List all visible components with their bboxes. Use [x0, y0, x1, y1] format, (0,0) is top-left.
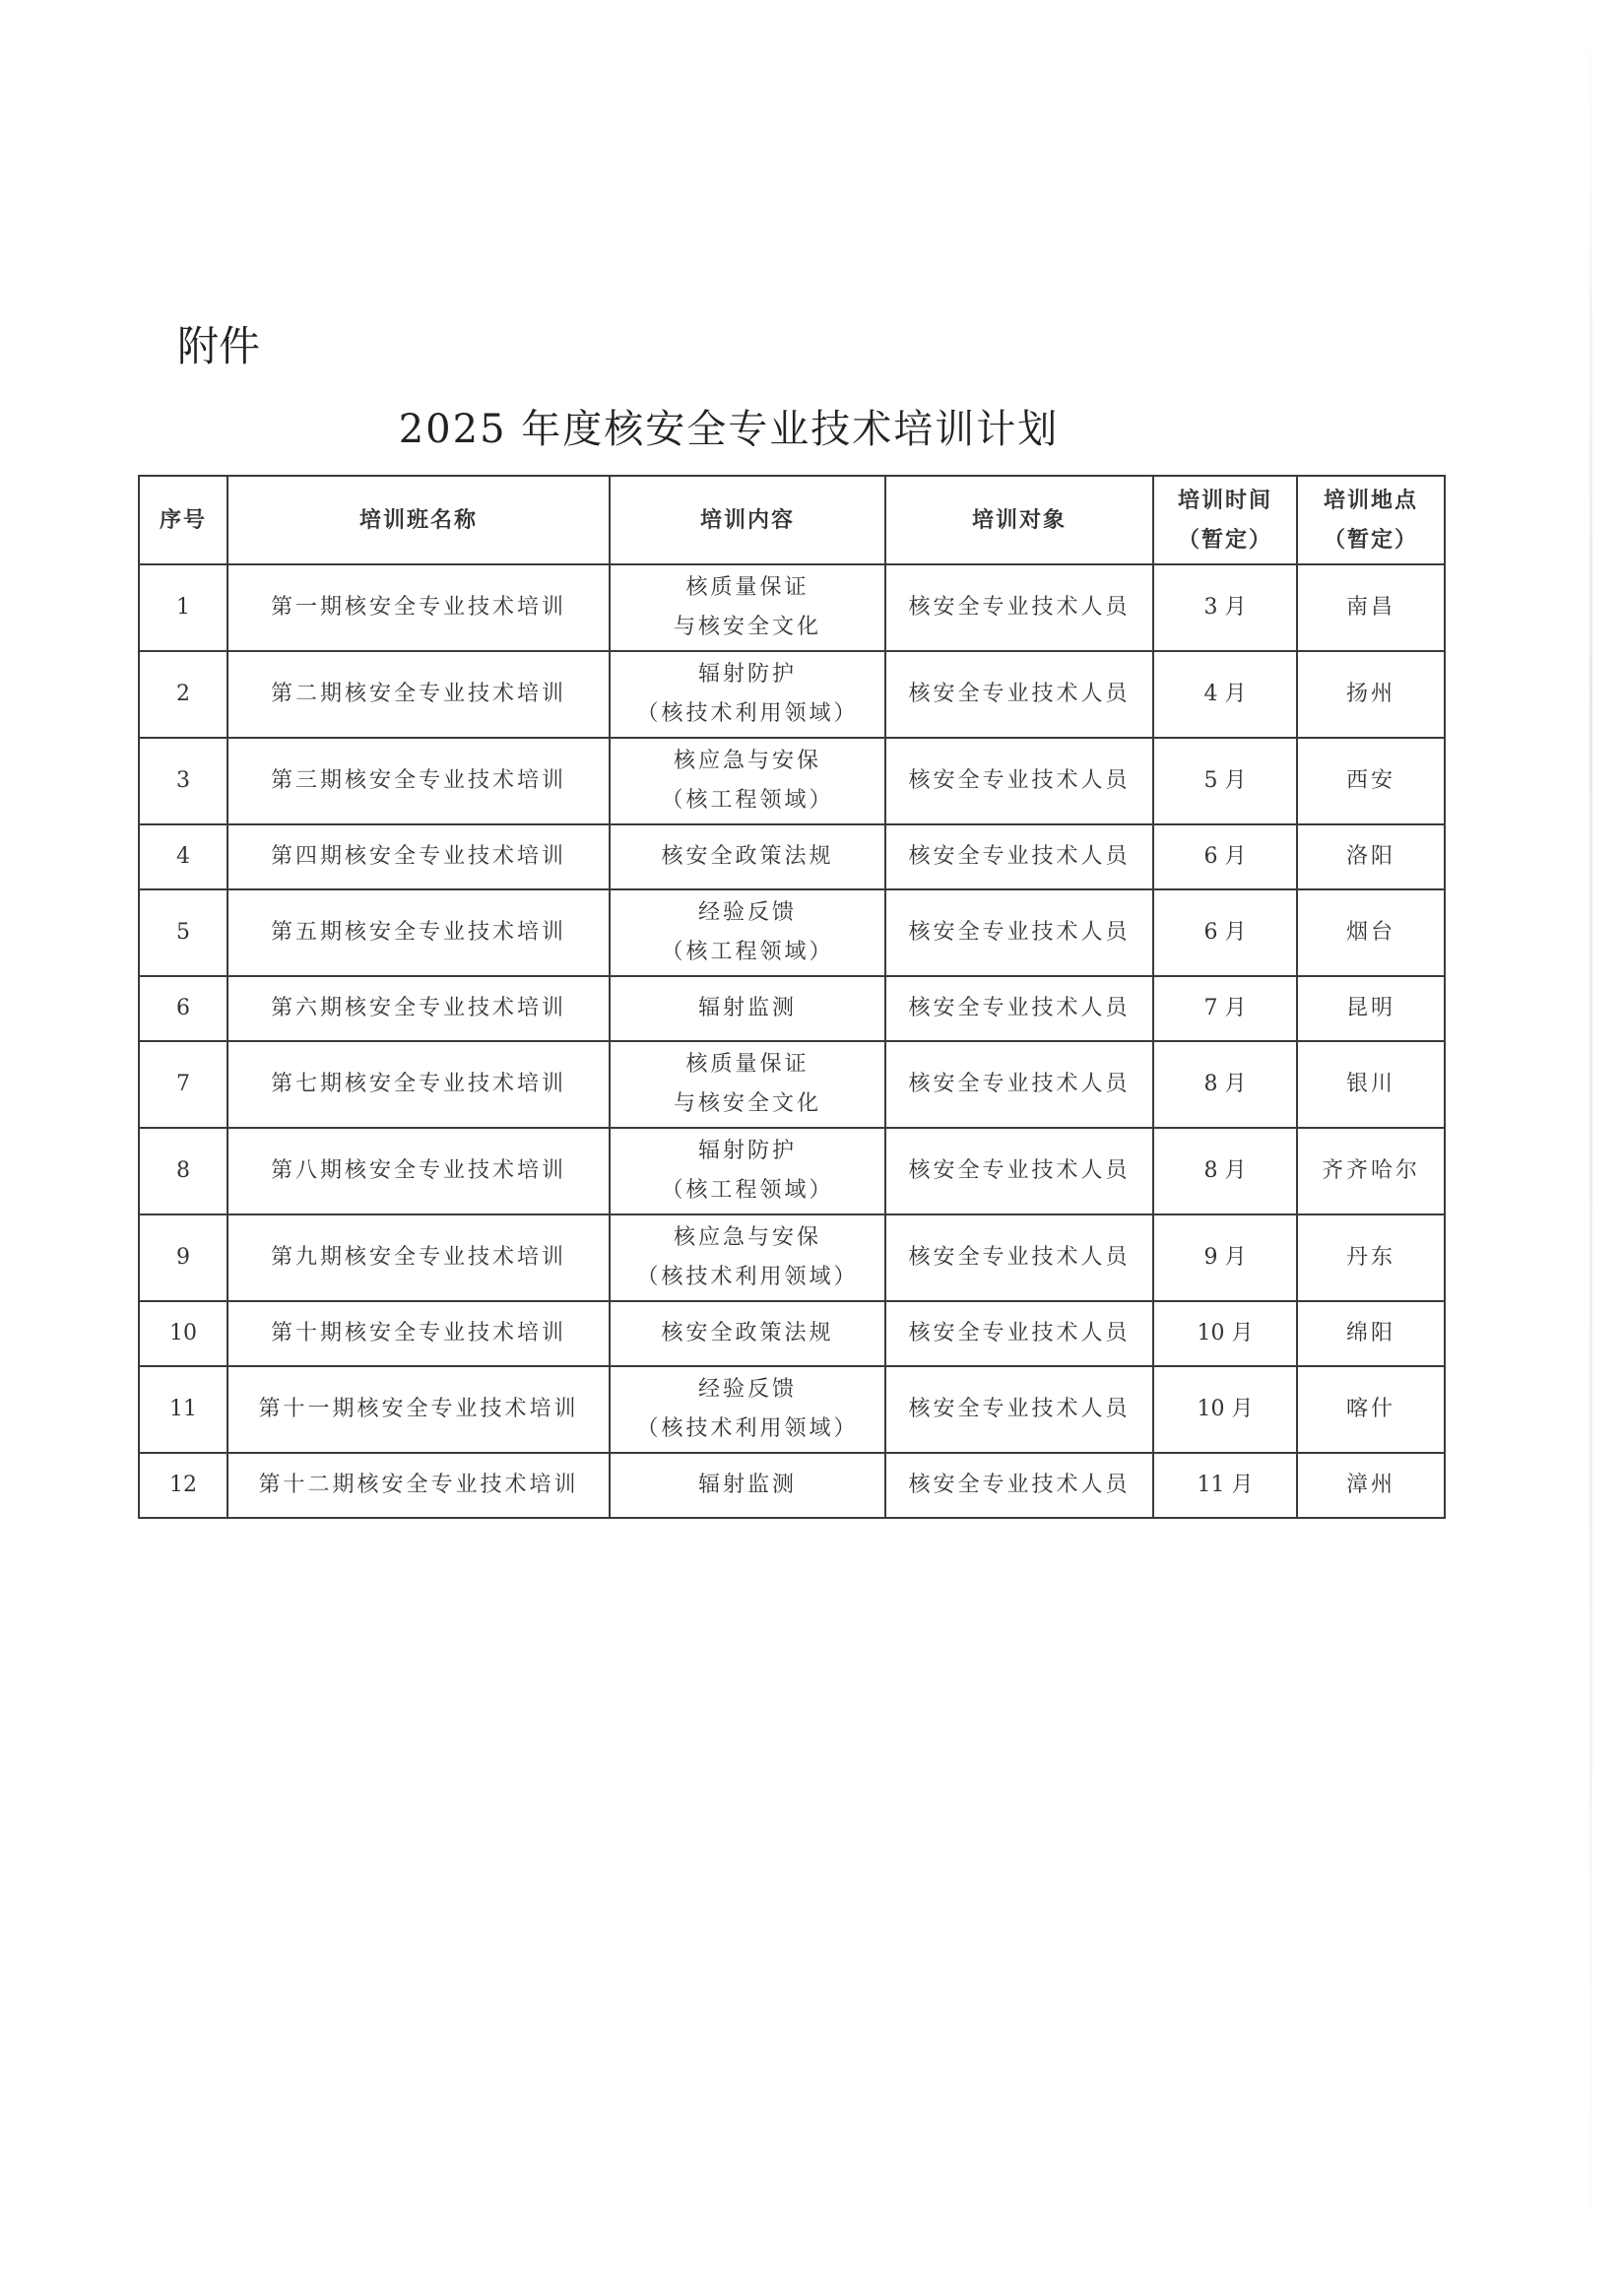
cell-content-line1: 核安全政策法规 — [661, 844, 834, 869]
cell-time: 10 月 — [1153, 1301, 1297, 1366]
cell-time: 10 月 — [1153, 1366, 1297, 1453]
cell-content — [610, 824, 885, 889]
cell-name: 第七期核安全专业技术培训 — [227, 1041, 610, 1128]
cell-place: 漳州 — [1297, 1453, 1445, 1518]
cell-content-line1: 经验反馈 — [697, 900, 797, 925]
cell-target: 核安全专业技术人员 — [885, 564, 1153, 651]
cell-no: 3 — [139, 738, 227, 824]
cell-content-line2: （核技术利用领域） — [636, 1265, 859, 1289]
cell-no: 2 — [139, 651, 227, 738]
cell-no: 1 — [139, 564, 227, 651]
cell-time: 8 月 — [1153, 1041, 1297, 1128]
cell-time: 8 月 — [1153, 1128, 1297, 1214]
header-place-line1: 培训地点 — [1323, 488, 1418, 513]
cell-content-line2: 与核安全文化 — [673, 615, 821, 639]
cell-no: 8 — [139, 1128, 227, 1214]
cell-place: 齐齐哈尔 — [1297, 1128, 1445, 1214]
cell-time: 11 月 — [1153, 1453, 1297, 1518]
header-time-line1: 培训时间 — [1177, 488, 1272, 513]
cell-time: 5 月 — [1153, 738, 1297, 824]
header-time-line2: （暂定） — [1177, 527, 1272, 553]
cell-content — [610, 889, 885, 976]
cell-target: 核安全专业技术人员 — [885, 824, 1153, 889]
cell-target: 核安全专业技术人员 — [885, 976, 1153, 1041]
cell-no: 4 — [139, 824, 227, 889]
header-time — [1153, 476, 1297, 564]
cell-target: 核安全专业技术人员 — [885, 1214, 1153, 1301]
cell-name: 第八期核安全专业技术培训 — [227, 1128, 610, 1214]
training-plan-table — [138, 475, 1446, 1519]
cell-name: 第六期核安全专业技术培训 — [227, 976, 610, 1041]
cell-target: 核安全专业技术人员 — [885, 1041, 1153, 1128]
scan-edge-line — [1589, 0, 1592, 2296]
cell-name: 第九期核安全专业技术培训 — [227, 1214, 610, 1301]
cell-content-line1: 核应急与安保 — [673, 749, 821, 773]
table-row — [139, 824, 1445, 889]
table-row — [139, 1214, 1445, 1301]
cell-content — [610, 1453, 885, 1518]
cell-target: 核安全专业技术人员 — [885, 651, 1153, 738]
cell-name: 第一期核安全专业技术培训 — [227, 564, 610, 651]
cell-target: 核安全专业技术人员 — [885, 1301, 1153, 1366]
cell-content-line2: （核工程领域） — [661, 1178, 834, 1203]
cell-no: 5 — [139, 889, 227, 976]
cell-content — [610, 976, 885, 1041]
cell-content-line1: 辐射防护 — [697, 662, 797, 687]
cell-name: 第十期核安全专业技术培训 — [227, 1301, 610, 1366]
cell-name: 第十二期核安全专业技术培训 — [227, 1453, 610, 1518]
cell-place: 西安 — [1297, 738, 1445, 824]
cell-content-line1: 核质量保证 — [685, 575, 810, 600]
cell-target: 核安全专业技术人员 — [885, 1128, 1153, 1214]
cell-no: 7 — [139, 1041, 227, 1128]
header-no: 序号 — [139, 476, 227, 564]
cell-content — [610, 738, 885, 824]
cell-content-line1: 辐射防护 — [697, 1139, 797, 1163]
cell-name: 第四期核安全专业技术培训 — [227, 824, 610, 889]
table-row — [139, 651, 1445, 738]
table-row — [139, 738, 1445, 824]
cell-content-line2: （核技术利用领域） — [636, 701, 859, 726]
table-row — [139, 976, 1445, 1041]
attachment-label: 附件 — [177, 322, 261, 370]
cell-target: 核安全专业技术人员 — [885, 1366, 1153, 1453]
header-place — [1297, 476, 1445, 564]
cell-content — [610, 1041, 885, 1128]
cell-content-line2: （核工程领域） — [661, 788, 834, 813]
cell-place: 银川 — [1297, 1041, 1445, 1128]
cell-no: 10 — [139, 1301, 227, 1366]
table-row — [139, 1301, 1445, 1366]
table-row — [139, 889, 1445, 976]
cell-content-line2: 与核安全文化 — [673, 1091, 821, 1116]
header-content: 培训内容 — [610, 476, 885, 564]
cell-place: 扬州 — [1297, 651, 1445, 738]
cell-place: 南昌 — [1297, 564, 1445, 651]
cell-place: 洛阳 — [1297, 824, 1445, 889]
table-row — [139, 1453, 1445, 1518]
table-body — [139, 564, 1445, 1518]
header-target: 培训对象 — [885, 476, 1153, 564]
table-row — [139, 1041, 1445, 1128]
cell-place: 绵阳 — [1297, 1301, 1445, 1366]
table-row — [139, 1366, 1445, 1453]
cell-place: 昆明 — [1297, 976, 1445, 1041]
cell-name: 第十一期核安全专业技术培训 — [227, 1366, 610, 1453]
cell-time: 3 月 — [1153, 564, 1297, 651]
cell-time: 6 月 — [1153, 889, 1297, 976]
cell-target: 核安全专业技术人员 — [885, 738, 1153, 824]
cell-content — [610, 651, 885, 738]
cell-content-line1: 经验反馈 — [697, 1377, 797, 1402]
page-title: 2025 年度核安全专业技术培训计划 — [398, 407, 1060, 452]
cell-content — [610, 1128, 885, 1214]
cell-content-line1: 核应急与安保 — [673, 1225, 821, 1250]
cell-time: 7 月 — [1153, 976, 1297, 1041]
cell-content — [610, 1214, 885, 1301]
table-row — [139, 1128, 1445, 1214]
cell-name: 第三期核安全专业技术培训 — [227, 738, 610, 824]
cell-target: 核安全专业技术人员 — [885, 889, 1153, 976]
cell-name: 第二期核安全专业技术培训 — [227, 651, 610, 738]
cell-target: 核安全专业技术人员 — [885, 1453, 1153, 1518]
cell-time: 9 月 — [1153, 1214, 1297, 1301]
table-header-row — [139, 476, 1445, 564]
cell-no: 12 — [139, 1453, 227, 1518]
table-row — [139, 564, 1445, 651]
header-name: 培训班名称 — [227, 476, 610, 564]
cell-place: 丹东 — [1297, 1214, 1445, 1301]
cell-no: 6 — [139, 976, 227, 1041]
cell-content — [610, 564, 885, 651]
cell-content — [610, 1366, 885, 1453]
cell-content — [610, 1301, 885, 1366]
cell-time: 4 月 — [1153, 651, 1297, 738]
cell-content-line1: 辐射监测 — [697, 996, 797, 1020]
cell-content-line1: 辐射监测 — [697, 1473, 797, 1497]
cell-content-line2: （核技术利用领域） — [636, 1416, 859, 1441]
header-place-line2: （暂定） — [1323, 527, 1418, 553]
cell-content-line1: 核安全政策法规 — [661, 1321, 834, 1345]
cell-no: 9 — [139, 1214, 227, 1301]
cell-name: 第五期核安全专业技术培训 — [227, 889, 610, 976]
cell-time: 6 月 — [1153, 824, 1297, 889]
cell-place: 喀什 — [1297, 1366, 1445, 1453]
cell-content-line1: 核质量保证 — [685, 1052, 810, 1077]
cell-place: 烟台 — [1297, 889, 1445, 976]
cell-no: 11 — [139, 1366, 227, 1453]
cell-content-line2: （核工程领域） — [661, 940, 834, 964]
